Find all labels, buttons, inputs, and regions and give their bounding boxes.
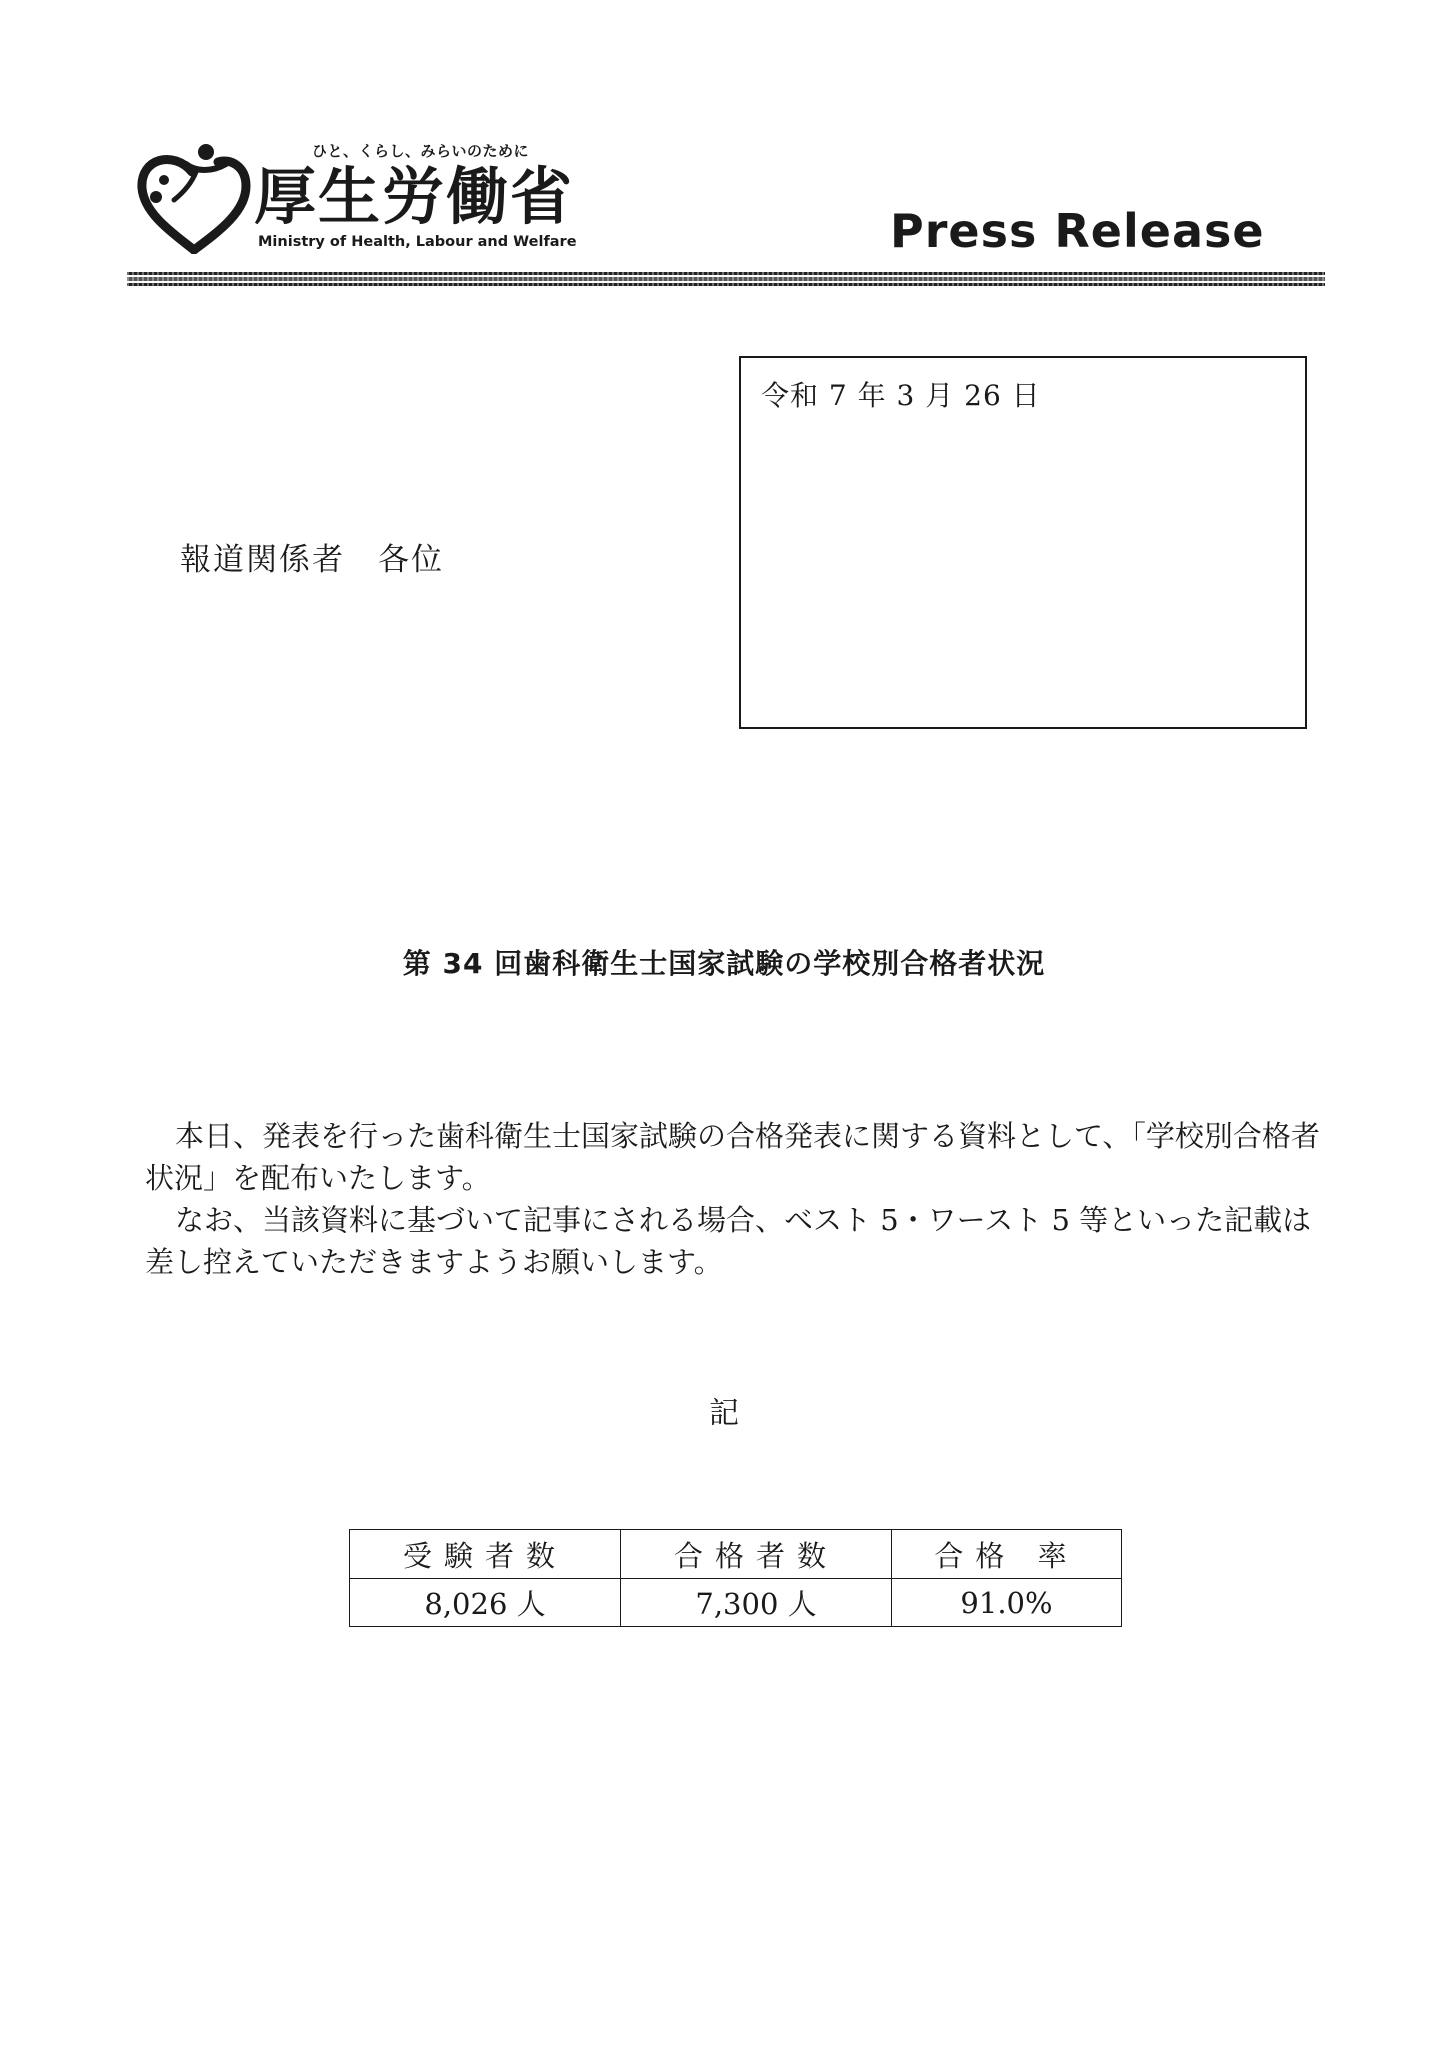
ministry-logo xyxy=(134,138,577,258)
cell-pass-rate: 91.0% xyxy=(892,1579,1122,1627)
header-examinees: 受験者数 xyxy=(350,1530,621,1579)
ki-note-marker: 記 xyxy=(709,1396,739,1431)
header-pass-rate: 合格 率 xyxy=(892,1530,1122,1579)
header-passers: 合格者数 xyxy=(621,1530,892,1579)
header-divider xyxy=(127,272,1325,286)
cell-passers: 7,300 人 xyxy=(621,1579,892,1627)
body-paragraph-2: なお、当該資料に基づいて記事にされる場合、ベスト 5・ワースト 5 等といった記載は差し控えていただきますようお願いします。 xyxy=(145,1203,1312,1279)
ministry-name: 厚生労働省 xyxy=(254,160,575,233)
body-paragraph-1: 本日、発表を行った歯科衛生士国家試験の合格発表に関する資料として、「学校別合格者状況」を配布いたします。 xyxy=(145,1119,1320,1195)
table-header-row xyxy=(350,1530,1122,1579)
logo-tagline: ひと、くらし、みらいのために xyxy=(312,142,530,160)
results-table xyxy=(349,1529,1122,1627)
cell-examinees: 8,026 人 xyxy=(350,1579,621,1627)
page-title: 第 34 回歯科衛生士国家試験の学校別合格者状況 xyxy=(402,947,1046,980)
table-row xyxy=(350,1579,1122,1627)
ministry-heart-icon xyxy=(134,142,254,254)
body-text xyxy=(145,1115,1325,1283)
date-box xyxy=(739,356,1307,729)
addressee: 報道関係者 各位 xyxy=(180,542,444,578)
issue-date: 令和 7 年 3 月 26 日 xyxy=(761,379,1041,412)
document-type-heading: Press Release xyxy=(890,204,1265,258)
ministry-name-english: Ministry of Health, Labour and Welfare xyxy=(258,234,577,250)
